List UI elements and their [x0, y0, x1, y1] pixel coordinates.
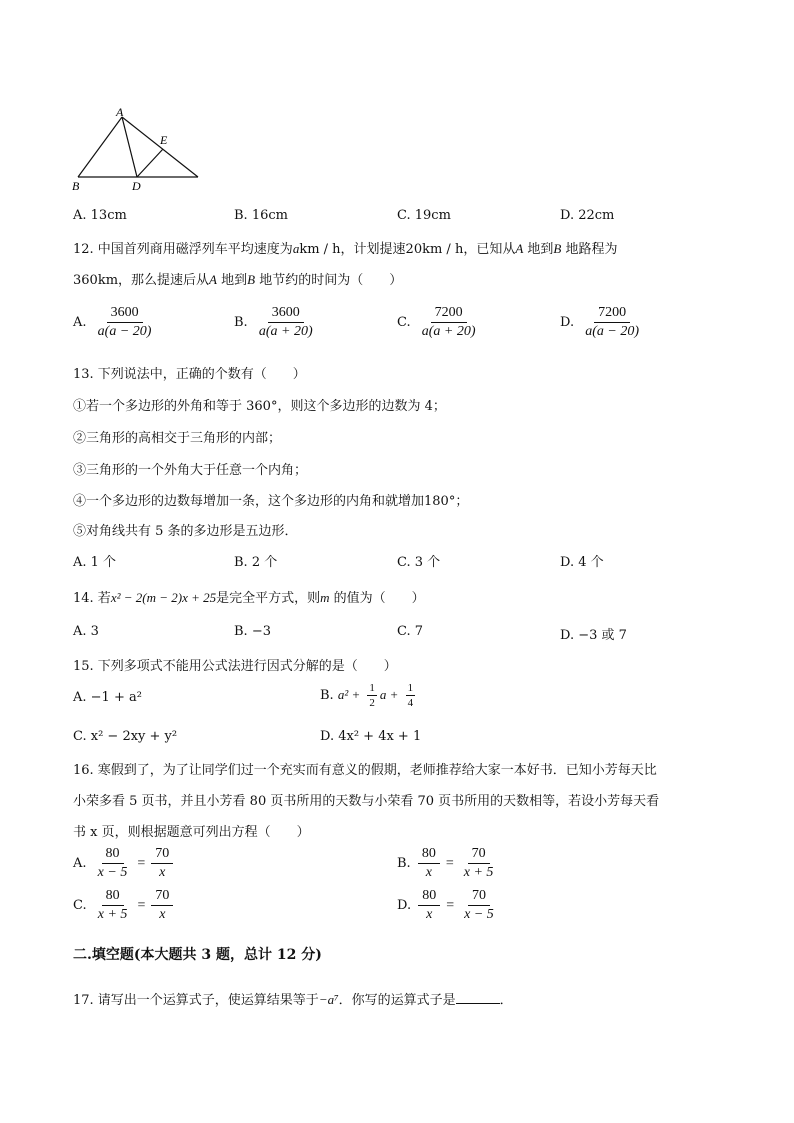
q13-statement-5: ⑤对角线共有 5 条的多边形是五边形． — [73, 524, 298, 539]
q16-option-c[interactable] — [73, 888, 176, 923]
option-label: D. — [397, 898, 412, 913]
option-label: D. — [560, 315, 575, 330]
numerator: 3600 — [107, 305, 143, 323]
denominator: a(a − 20) — [585, 324, 640, 339]
term: a + — [379, 687, 399, 702]
equals-sign: = — [137, 855, 146, 871]
q13-option-a[interactable]: A. 1 个 — [73, 555, 117, 570]
q14-text: 14. 若 — [73, 591, 111, 606]
q17-text: 17. 请写出一个运算式子，使运算结果等于 — [73, 993, 319, 1008]
segment-ac — [122, 117, 198, 177]
denominator: a(a + 20) — [258, 324, 313, 339]
q16-stem-line3: 书 x 页，则根据题意可列出方程（ ） — [73, 825, 310, 840]
q12-text: 地到 — [523, 242, 554, 257]
q17-stem — [73, 989, 513, 1008]
q16-option-b[interactable] — [397, 846, 500, 881]
q14-option-d[interactable]: D. −3 或 7 — [560, 628, 627, 643]
q17-answer-blank[interactable] — [456, 991, 500, 1004]
q16-stem-line2: 小荣多看 5 页书，并且小芳看 80 页书所用的天数与小荣看 70 页书所用的天数相等，若设小芳每天看 — [73, 794, 660, 809]
numerator: 70 — [151, 846, 173, 864]
segment-de — [137, 149, 163, 177]
q13-option-d[interactable]: D. 4 个 — [560, 555, 604, 570]
q16-option-d[interactable] — [397, 888, 501, 923]
q12-point-b: B — [553, 241, 562, 256]
q12-point-a: A — [209, 272, 217, 287]
q17-text: ．你写的运算式子是 — [338, 993, 456, 1008]
option-label: A. — [73, 315, 87, 330]
denominator: a(a + 20) — [421, 324, 476, 339]
numerator: 7200 — [594, 305, 630, 323]
numerator: 80 — [418, 846, 440, 864]
q15-option-a[interactable]: A. −1 + a² — [73, 690, 142, 705]
term: a² + — [337, 687, 361, 702]
denominator: x − 5 — [464, 907, 494, 922]
q14-stem — [73, 587, 425, 606]
q11-option-c[interactable]: C. 19cm — [397, 208, 451, 223]
denominator: x — [159, 907, 166, 922]
numerator: 1 — [369, 682, 375, 694]
q12-point-b: B — [247, 272, 256, 287]
q17-expression: −a⁷ — [318, 992, 339, 1007]
q12-option-d[interactable] — [560, 305, 646, 340]
option-label: C. — [73, 898, 87, 913]
q13-option-c[interactable]: C. 3 个 — [397, 555, 441, 570]
denominator: x — [425, 865, 432, 880]
label-a: A — [116, 105, 124, 119]
q11-option-d[interactable]: D. 22cm — [560, 208, 615, 223]
q12-text: 360km — [73, 273, 119, 288]
q12-stem-line2 — [73, 269, 402, 288]
label-b: B — [72, 179, 80, 192]
equals-sign: = — [137, 897, 146, 913]
q15-stem: 15. 下列多项式不能用公式法进行因式分解的是（ ） — [73, 659, 397, 674]
q14-expression: x² − 2(m − 2)x + 25 — [110, 590, 217, 605]
denominator: x + 5 — [463, 865, 494, 880]
q12-stem-line1 — [73, 238, 618, 257]
numerator: 70 — [468, 888, 490, 906]
q12-point-a: A — [515, 241, 524, 256]
q14-text: 是完全平方式，则 — [216, 591, 321, 606]
q12-option-a[interactable] — [73, 305, 158, 340]
label-e: E — [160, 133, 168, 147]
q12-var-a: a — [292, 241, 300, 256]
denominator: x — [426, 907, 433, 922]
numerator: 70 — [468, 846, 490, 864]
option-label: B. — [397, 856, 411, 871]
q13-statement-3: ③三角形的一个外角大于任意一个内角； — [73, 463, 308, 478]
q15-option-b[interactable] — [320, 682, 418, 709]
numerator: 1 — [407, 682, 414, 694]
equals-sign: = — [446, 897, 455, 913]
denominator: 4 — [407, 697, 414, 709]
q13-option-b[interactable]: B. 2 个 — [234, 555, 278, 570]
denominator: x + 5 — [97, 907, 128, 922]
q13-statement-1: ①若一个多边形的外角和等于 360°，则这个多边形的边数为 4； — [73, 399, 446, 414]
equals-sign: = — [445, 855, 454, 871]
option-label: A. — [73, 856, 87, 871]
q14-option-b[interactable]: B. −3 — [234, 624, 271, 639]
q15-option-c[interactable]: C. x² − 2xy + y² — [73, 729, 178, 744]
q12-option-c[interactable] — [397, 305, 483, 340]
denominator: a(a − 20) — [97, 324, 152, 339]
q13-statement-2: ②三角形的高相交于三角形的内部； — [73, 431, 282, 446]
q16-stem-line1: 16. 寒假到了，为了让同学们过一个充实而有意义的假期，老师推荐给大家一本好书．已知小芳每天比 — [73, 763, 657, 778]
q14-option-a[interactable]: A. 3 — [73, 624, 99, 639]
label-d: D — [132, 179, 141, 192]
option-label: B. — [234, 315, 248, 330]
segment-ab — [78, 117, 122, 177]
denominator: x − 5 — [97, 865, 128, 880]
numerator: 80 — [418, 888, 440, 906]
numerator: 80 — [102, 888, 124, 906]
q12-text: ，已知从 — [463, 242, 516, 257]
option-label: B. — [320, 688, 334, 703]
option-label: C. — [397, 315, 411, 330]
section-fill-in-title: 二.填空题(本大题共 3 题，总计 12 分) — [73, 947, 322, 963]
numerator: 3600 — [268, 305, 304, 323]
q17-text: ． — [499, 993, 513, 1008]
denominator: 2 — [369, 697, 375, 709]
q14-var-m: m — [320, 590, 330, 605]
q12-option-b[interactable] — [234, 305, 320, 340]
denominator: x — [159, 865, 166, 880]
numerator: 70 — [151, 888, 173, 906]
q12-text: ，那么提速后从 — [118, 273, 210, 288]
q11-option-a[interactable]: A. 13cm — [73, 208, 127, 223]
q13-statement-4: ④一个多边形的边数每增加一条，这个多边形的内角和就增加180°； — [73, 494, 469, 509]
triangle-figure — [70, 104, 210, 192]
numerator: 80 — [102, 846, 124, 864]
q15-option-d[interactable]: D. 4x² + 4x + 1 — [320, 729, 422, 744]
q12-text: 地到 — [217, 273, 248, 288]
q13-stem: 13. 下列说法中，正确的个数有（ ） — [73, 367, 306, 382]
q12-text: 12. 中国首列商用磁浮列车平均速度为 — [73, 242, 293, 257]
q12-text: 地路程为 — [561, 242, 618, 257]
q14-text: 的值为（ ） — [329, 591, 425, 606]
q16-option-a[interactable] — [73, 846, 176, 881]
q12-text: 20km / h — [405, 242, 464, 257]
q12-text: km / h，计划提速 — [299, 242, 406, 257]
q12-text: 地节约的时间为（ ） — [255, 273, 403, 288]
segment-ad — [122, 117, 137, 177]
numerator: 7200 — [431, 305, 467, 323]
q14-option-c[interactable]: C. 7 — [397, 624, 424, 639]
q11-option-b[interactable]: B. 16cm — [234, 208, 288, 223]
